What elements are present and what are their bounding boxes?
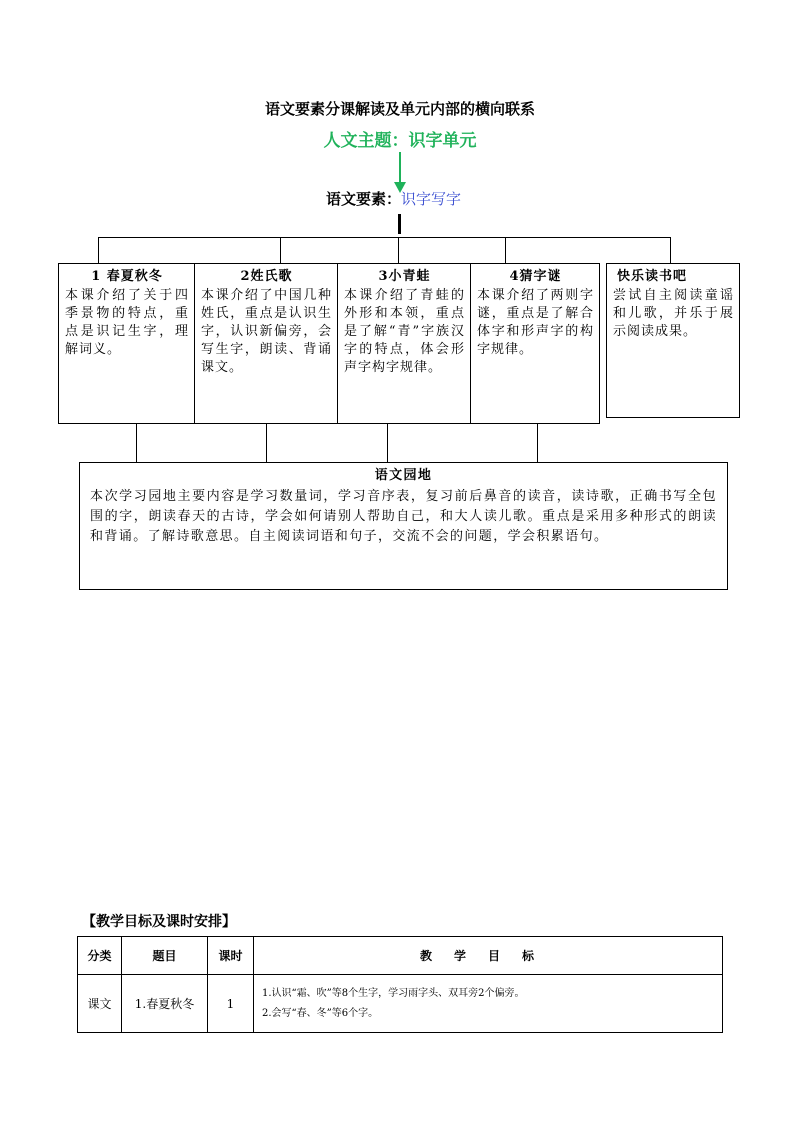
connector-drop-4 [505,237,506,264]
header-goals: 教学目标 [254,937,723,975]
connector-lower-3 [387,424,388,463]
theme-heading: 人文主题：识字单元 [323,131,477,151]
lesson-title: 4猜字谜 [509,269,562,284]
garden-title: 语文园地 [374,468,433,483]
lesson-text: 本课介绍了两则字谜，重点是了解合体字和形声字的构字规律。 [477,288,594,357]
lesson-title: 2姓氏歌 [240,269,293,284]
connector-drop-2 [280,237,281,264]
header-hours: 课时 [208,937,254,975]
connector-stem [398,214,401,234]
connector-lower-2 [266,424,267,463]
goal-item: 1.认识“霜、吹”等8个生字，学习雨字头、双耳旁2个偏旁。 [262,987,525,999]
connector-lower-4 [537,424,538,463]
table-header-row [78,937,723,975]
cell-goals [254,975,723,1033]
connector-drop-1 [98,237,99,264]
language-element-row [326,188,461,209]
page-title: 语文要素分课解读及单元内部的横向联系 [264,100,535,118]
cell-topic: 1.春夏秋冬 [122,975,208,1033]
garden-text: 本次学习园地主要内容是学习数量词，学习音序表，复习前后鼻音的读音，读诗歌，正确书写全包围的字，朗读春天的古诗，学会如何请别人帮助自己，和大人读儿歌。重点是采用多种形式的朗读和背诵。了解诗歌意思。自主阅读词语和句子，交流不会的问题，学会积累语句。 [90,489,717,544]
cell-hours: 1 [208,975,254,1033]
language-element-value: 识字写字 [401,190,462,208]
language-garden-box [79,462,728,590]
connector-horizontal [98,237,671,238]
cell-category: 课文 [78,975,122,1033]
connector-lower-1 [136,424,137,463]
reading-box [606,263,740,418]
lesson-text: 本课介绍了关于四季景物的特点，重点是识记生字，理解词义。 [65,288,189,357]
lesson-title: 快乐读书吧 [617,269,688,284]
lesson-title: 1 春夏秋冬 [91,269,163,284]
goal-item: 2.会写“春、冬”等6个字。 [262,1007,379,1019]
lesson-text: 本课介绍了青蛙的外形和本领，重点是了解“青”字族汉字的特点，体会形声字构字规律。 [344,288,465,375]
lesson-text: 尝试自主阅读童谣和儿歌，并乐于展示阅读成果。 [613,288,734,339]
connector-drop-5 [670,237,671,264]
header-topic: 题目 [122,937,208,975]
section-title: 【教学目标及课时安排】 [82,914,236,930]
teaching-plan-table [77,936,723,1033]
lesson-box-2 [194,263,338,424]
table-row [78,975,723,1033]
connector-drop-3 [398,237,399,264]
lesson-box-3 [337,263,471,424]
lesson-title: 3小青蛙 [378,269,431,284]
language-element-label: 语文要素： [326,190,402,208]
header-category: 分类 [78,937,122,975]
lesson-box-4 [470,263,600,424]
lesson-text: 本课介绍了中国几种姓氏，重点是认识生字，认识新偏旁，会写生字，朗读、背诵课文。 [201,288,332,375]
lesson-box-1 [58,263,195,424]
